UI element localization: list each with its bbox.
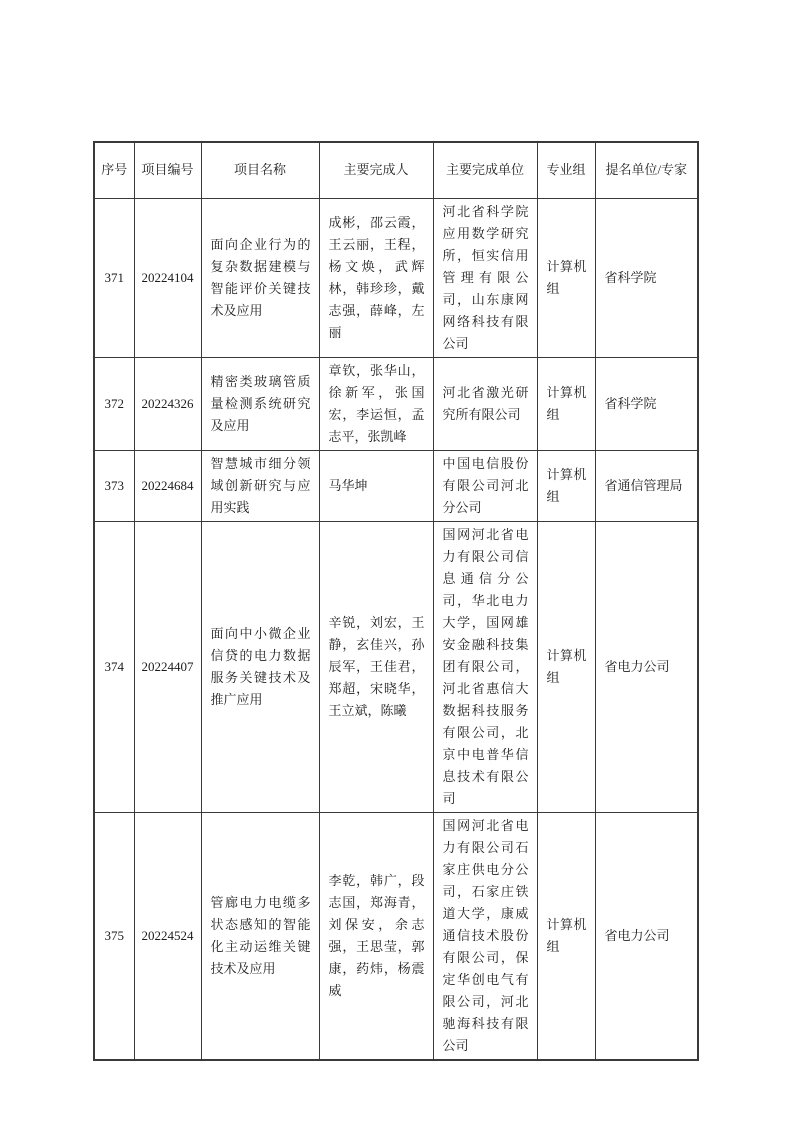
cell-serial-number: 373 xyxy=(94,450,134,521)
cell-professional-group: 计算机组 xyxy=(537,521,595,812)
header-main-units: 主要完成单位 xyxy=(433,142,537,198)
header-serial-number: 序号 xyxy=(94,142,134,198)
cell-main-contributors: 成彬，邵云霞，王云丽，王程，杨文焕，武辉林，韩珍珍，戴志强，薛峰，左丽 xyxy=(319,198,433,357)
cell-project-name: 面向中小微企业信贷的电力数据服务关键技术及推广应用 xyxy=(201,521,319,812)
cell-project-code: 20224684 xyxy=(134,450,201,521)
cell-serial-number: 372 xyxy=(94,357,134,450)
table-row xyxy=(94,198,698,357)
cell-project-name: 管廊电力电缆多状态感知的智能化主动运维关键技术及应用 xyxy=(201,812,319,1060)
cell-main-units: 国网河北省电力有限公司石家庄供电分公司，石家庄铁道大学，康威通信技术股份有限公司，保定华创电气有限公司，河北驰海科技有限公司 xyxy=(433,812,537,1060)
cell-professional-group: 计算机组 xyxy=(537,357,595,450)
cell-project-code: 20224407 xyxy=(134,521,201,812)
cell-main-contributors: 马华坤 xyxy=(319,450,433,521)
cell-main-contributors: 章钦，张华山，徐新军，张国宏，李运恒，孟志平，张凯峰 xyxy=(319,357,433,450)
cell-project-name: 智慧城市细分领域创新研究与应用实践 xyxy=(201,450,319,521)
cell-nominating-unit: 省科学院 xyxy=(595,357,698,450)
cell-project-code: 20224524 xyxy=(134,812,201,1060)
cell-serial-number: 375 xyxy=(94,812,134,1060)
cell-serial-number: 374 xyxy=(94,521,134,812)
cell-professional-group: 计算机组 xyxy=(537,450,595,521)
table-header-row xyxy=(94,142,698,198)
cell-main-units: 河北省科学院应用数学研究所，恒实信用管理有限公司，山东康网网络科技有限公司 xyxy=(433,198,537,357)
cell-main-contributors: 辛锐，刘宏，王静，玄佳兴，孙辰军，王佳君，郑超，宋晓华，王立斌，陈曦 xyxy=(319,521,433,812)
header-project-code: 项目编号 xyxy=(134,142,201,198)
cell-nominating-unit: 省电力公司 xyxy=(595,521,698,812)
cell-serial-number: 371 xyxy=(94,198,134,357)
table-row xyxy=(94,521,698,812)
header-main-contributors: 主要完成人 xyxy=(319,142,433,198)
cell-main-units: 河北省激光研究所有限公司 xyxy=(433,357,537,450)
cell-professional-group: 计算机组 xyxy=(537,198,595,357)
cell-project-code: 20224326 xyxy=(134,357,201,450)
award-projects-table xyxy=(93,141,699,1061)
cell-nominating-unit: 省通信管理局 xyxy=(595,450,698,521)
cell-nominating-unit: 省电力公司 xyxy=(595,812,698,1060)
header-project-name: 项目名称 xyxy=(201,142,319,198)
cell-main-units: 国网河北省电力有限公司信息通信分公司，华北电力大学，国网雄安金融科技集团有限公司，河北省惠信大数据科技服务有限公司，北京中电普华信息技术有限公司 xyxy=(433,521,537,812)
cell-project-name: 精密类玻璃管质量检测系统研究及应用 xyxy=(201,357,319,450)
cell-main-units: 中国电信股份有限公司河北分公司 xyxy=(433,450,537,521)
table-row xyxy=(94,812,698,1060)
cell-project-code: 20224104 xyxy=(134,198,201,357)
cell-main-contributors: 李乾，韩广，段志国，郑海青，刘保安，余志强，王思莹，郭康，药炜，杨震威 xyxy=(319,812,433,1060)
table-row xyxy=(94,450,698,521)
cell-project-name: 面向企业行为的复杂数据建模与智能评价关键技术及应用 xyxy=(201,198,319,357)
header-nominating-unit: 提名单位/专家 xyxy=(595,142,698,198)
cell-professional-group: 计算机组 xyxy=(537,812,595,1060)
cell-nominating-unit: 省科学院 xyxy=(595,198,698,357)
header-professional-group: 专业组 xyxy=(537,142,595,198)
table-row xyxy=(94,357,698,450)
